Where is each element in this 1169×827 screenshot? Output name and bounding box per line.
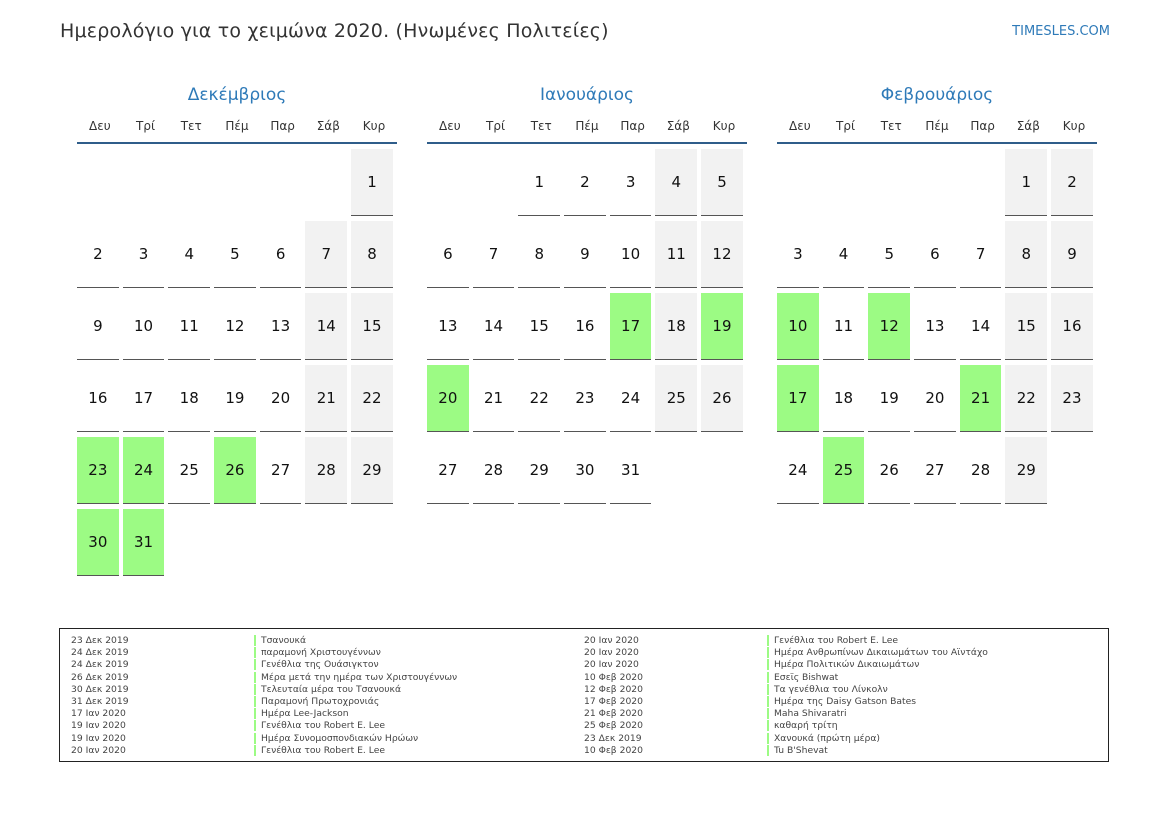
legend-holiday-name: Γενέθλια του Robert E. Lee bbox=[254, 745, 385, 756]
day-cell[interactable]: 10 bbox=[777, 293, 819, 360]
month-calendar bbox=[427, 84, 747, 504]
day-cell[interactable]: 28 bbox=[473, 437, 515, 504]
legend-holiday-name: Τελευταία μέρα του Τσανουκά bbox=[254, 684, 401, 695]
day-cell[interactable]: 16 bbox=[564, 293, 606, 360]
day-cell[interactable]: 12 bbox=[701, 221, 743, 288]
day-cell[interactable]: 12 bbox=[214, 293, 256, 360]
legend-row bbox=[584, 696, 988, 708]
legend-holiday-name: Ημέρα Lee-Jackson bbox=[254, 708, 349, 719]
day-cell[interactable]: 15 bbox=[351, 293, 393, 360]
legend-row bbox=[584, 659, 988, 671]
legend-row bbox=[71, 745, 457, 757]
legend-row bbox=[71, 659, 457, 671]
day-cell[interactable]: 10 bbox=[123, 293, 165, 360]
legend-date: 30 Δεκ 2019 bbox=[71, 683, 129, 695]
day-cell[interactable]: 24 bbox=[123, 437, 165, 504]
legend-row bbox=[584, 635, 988, 647]
day-cell[interactable]: 26 bbox=[214, 437, 256, 504]
weekday-label: Παρ bbox=[970, 119, 995, 133]
legend-holiday-name: Χανουκά (πρώτη μέρα) bbox=[767, 733, 880, 744]
day-cell[interactable]: 9 bbox=[564, 221, 606, 288]
weekday-label: Τρί bbox=[836, 119, 856, 133]
day-cell[interactable]: 7 bbox=[305, 221, 347, 288]
weekday-header bbox=[77, 118, 397, 144]
legend-holiday-name: Παραμονή Πρωτοχρονιάς bbox=[254, 696, 379, 707]
page-title: Ημερολόγιο για το χειμώνα 2020. (Ηνωμένες Πολιτείες) bbox=[60, 20, 609, 42]
day-cell[interactable]: 30 bbox=[77, 509, 119, 576]
weekday-label: Παρ bbox=[620, 119, 645, 133]
day-cell[interactable]: 9 bbox=[77, 293, 119, 360]
day-grid bbox=[77, 149, 397, 576]
day-cell[interactable]: 4 bbox=[168, 221, 210, 288]
day-cell[interactable]: 8 bbox=[351, 221, 393, 288]
day-cell[interactable]: 14 bbox=[473, 293, 515, 360]
day-cell[interactable]: 14 bbox=[305, 293, 347, 360]
legend-date: 23 Δεκ 2019 bbox=[584, 732, 642, 744]
legend-date: 20 Ιαν 2020 bbox=[584, 659, 639, 671]
weekday-label: Τετ bbox=[530, 119, 552, 133]
day-cell[interactable]: 28 bbox=[305, 437, 347, 504]
day-cell[interactable]: 22 bbox=[351, 365, 393, 432]
day-cell[interactable]: 21 bbox=[473, 365, 515, 432]
legend-holiday-name: παραμονή Χριστουγέννων bbox=[254, 647, 381, 658]
day-cell[interactable]: 29 bbox=[351, 437, 393, 504]
legend-date: 10 Φεβ 2020 bbox=[584, 671, 643, 683]
legend-row bbox=[584, 708, 988, 720]
day-cell[interactable]: 27 bbox=[260, 437, 302, 504]
day-cell[interactable]: 14 bbox=[960, 293, 1002, 360]
legend-date: 10 Φεβ 2020 bbox=[584, 744, 643, 756]
legend-date: 19 Ιαν 2020 bbox=[71, 732, 126, 744]
day-cell[interactable]: 23 bbox=[564, 365, 606, 432]
legend-row bbox=[584, 720, 988, 732]
day-cell[interactable]: 11 bbox=[655, 221, 697, 288]
day-cell[interactable]: 15 bbox=[518, 293, 560, 360]
day-cell[interactable]: 19 bbox=[701, 293, 743, 360]
legend-row bbox=[71, 635, 457, 647]
weekday-label: Πέμ bbox=[925, 119, 949, 133]
day-cell[interactable]: 11 bbox=[823, 293, 865, 360]
day-cell[interactable]: 12 bbox=[868, 293, 910, 360]
weekday-label: Σάβ bbox=[316, 119, 340, 133]
day-cell[interactable]: 5 bbox=[868, 221, 910, 288]
legend-holiday-name: Γενέθλια του Robert E. Lee bbox=[254, 720, 385, 731]
day-cell[interactable]: 5 bbox=[701, 149, 743, 216]
legend-row bbox=[71, 684, 457, 696]
day-cell[interactable]: 26 bbox=[701, 365, 743, 432]
day-cell[interactable]: 1 bbox=[351, 149, 393, 216]
month-name: Ιανουάριος bbox=[539, 85, 635, 105]
day-cell[interactable]: 20 bbox=[914, 365, 956, 432]
weekday-header bbox=[427, 118, 747, 144]
day-grid bbox=[777, 149, 1097, 504]
day-cell[interactable]: 19 bbox=[214, 365, 256, 432]
day-cell[interactable]: 18 bbox=[823, 365, 865, 432]
legend-date: 20 Ιαν 2020 bbox=[584, 635, 639, 646]
day-cell[interactable]: 7 bbox=[960, 221, 1002, 288]
day-cell[interactable]: 5 bbox=[214, 221, 256, 288]
weekday-label: Τρί bbox=[136, 119, 156, 133]
legend-holiday-name: Ημέρα Ανθρωπίνων Δικαιωμάτων του Αϊντάχο bbox=[767, 647, 988, 658]
holiday-legend bbox=[59, 628, 1109, 762]
day-cell[interactable]: 29 bbox=[1005, 437, 1047, 504]
legend-row bbox=[71, 733, 457, 745]
weekday-label: Δευ bbox=[89, 119, 111, 133]
legend-date: 24 Δεκ 2019 bbox=[71, 647, 129, 659]
weekday-label: Πέμ bbox=[575, 119, 599, 133]
day-cell[interactable]: 27 bbox=[914, 437, 956, 504]
day-cell[interactable]: 29 bbox=[518, 437, 560, 504]
weekday-label: Πέμ bbox=[225, 119, 249, 133]
day-cell[interactable]: 16 bbox=[77, 365, 119, 432]
month-name: Δεκέμβριος bbox=[187, 85, 287, 105]
legend-holiday-name: Μέρα μετά την ημέρα των Χριστουγέννων bbox=[254, 672, 457, 683]
month-calendar bbox=[77, 84, 397, 576]
legend-holiday-name: Τσανουκά bbox=[254, 635, 306, 646]
day-cell[interactable]: 27 bbox=[427, 437, 469, 504]
legend-holiday-name: Maha Shivaratri bbox=[767, 708, 847, 719]
legend-date: 23 Δεκ 2019 bbox=[71, 635, 129, 646]
day-cell[interactable]: 20 bbox=[260, 365, 302, 432]
weekday-label: Σάβ bbox=[1016, 119, 1040, 133]
day-cell[interactable]: 18 bbox=[168, 365, 210, 432]
legend-date: 20 Ιαν 2020 bbox=[584, 647, 639, 659]
day-cell[interactable]: 18 bbox=[655, 293, 697, 360]
weekday-label: Δευ bbox=[439, 119, 461, 133]
day-cell[interactable]: 30 bbox=[564, 437, 606, 504]
day-cell[interactable]: 16 bbox=[1051, 293, 1093, 360]
day-cell[interactable]: 15 bbox=[1005, 293, 1047, 360]
day-cell[interactable]: 13 bbox=[260, 293, 302, 360]
day-cell[interactable]: 8 bbox=[518, 221, 560, 288]
weekday-label: Παρ bbox=[270, 119, 295, 133]
day-grid bbox=[427, 149, 747, 504]
day-cell[interactable]: 11 bbox=[168, 293, 210, 360]
day-cell[interactable]: 17 bbox=[777, 365, 819, 432]
legend-date: 12 Φεβ 2020 bbox=[584, 683, 643, 695]
legend-row bbox=[584, 647, 988, 659]
legend-row bbox=[71, 696, 457, 708]
day-cell[interactable]: 24 bbox=[777, 437, 819, 504]
day-cell[interactable]: 3 bbox=[610, 149, 652, 216]
site-link[interactable]: TIMESLES.COM bbox=[1012, 24, 1110, 39]
weekday-label: Τετ bbox=[180, 119, 202, 133]
weekday-label: Κυρ bbox=[712, 119, 736, 133]
day-cell[interactable]: 1 bbox=[1005, 149, 1047, 216]
day-cell[interactable]: 13 bbox=[427, 293, 469, 360]
day-cell[interactable]: 26 bbox=[868, 437, 910, 504]
day-cell[interactable]: 31 bbox=[123, 509, 165, 576]
legend-holiday-name: Ημέρα Συνομοσπονδιακών Ηρώων bbox=[254, 733, 418, 744]
day-cell[interactable]: 24 bbox=[610, 365, 652, 432]
legend-date: 31 Δεκ 2019 bbox=[71, 695, 129, 707]
day-cell[interactable]: 4 bbox=[823, 221, 865, 288]
legend-row bbox=[71, 708, 457, 720]
day-cell[interactable]: 22 bbox=[1005, 365, 1047, 432]
day-cell[interactable]: 2 bbox=[1051, 149, 1093, 216]
legend-row bbox=[71, 720, 457, 732]
weekday-label: Κυρ bbox=[362, 119, 386, 133]
day-cell[interactable]: 10 bbox=[610, 221, 652, 288]
legend-row bbox=[71, 672, 457, 684]
legend-holiday-name: Τα γενέθλια του Λίνκολν bbox=[767, 684, 888, 695]
legend-date: 19 Ιαν 2020 bbox=[71, 720, 126, 732]
day-cell[interactable]: 6 bbox=[260, 221, 302, 288]
legend-row bbox=[584, 733, 988, 745]
legend-date: 24 Δεκ 2019 bbox=[71, 659, 129, 671]
weekday-label: Δευ bbox=[789, 119, 811, 133]
month-name: Φεβρουάριος bbox=[880, 85, 994, 105]
legend-row bbox=[584, 745, 988, 757]
day-cell[interactable]: 28 bbox=[960, 437, 1002, 504]
day-cell[interactable]: 21 bbox=[305, 365, 347, 432]
weekday-label: Τρί bbox=[486, 119, 506, 133]
day-cell[interactable]: 6 bbox=[427, 221, 469, 288]
day-cell[interactable]: 3 bbox=[123, 221, 165, 288]
day-cell[interactable]: 3 bbox=[777, 221, 819, 288]
legend-holiday-name: καθαρή τρίτη bbox=[767, 720, 838, 731]
legend-holiday-name: Γενέθλια της Ουάσιγκτον bbox=[254, 659, 379, 670]
legend-row bbox=[71, 647, 457, 659]
day-cell[interactable]: 31 bbox=[610, 437, 652, 504]
legend-date: 20 Ιαν 2020 bbox=[71, 744, 126, 756]
day-cell[interactable]: 25 bbox=[168, 437, 210, 504]
day-cell[interactable]: 9 bbox=[1051, 221, 1093, 288]
day-cell[interactable]: 6 bbox=[914, 221, 956, 288]
day-cell[interactable]: 19 bbox=[868, 365, 910, 432]
legend-holiday-name: Ημέρα Πολιτικών Δικαιωμάτων bbox=[767, 659, 919, 670]
day-cell[interactable]: 17 bbox=[123, 365, 165, 432]
day-cell[interactable]: 13 bbox=[914, 293, 956, 360]
legend-holiday-name: Εσεϊς Bishwat bbox=[767, 672, 838, 683]
day-cell[interactable]: 2 bbox=[564, 149, 606, 216]
legend-date: 17 Φεβ 2020 bbox=[584, 695, 643, 707]
legend-date: 17 Ιαν 2020 bbox=[71, 708, 126, 720]
weekday-label: Σάβ bbox=[666, 119, 690, 133]
day-cell[interactable]: 17 bbox=[610, 293, 652, 360]
legend-holiday-name: Ημέρα της Daisy Gatson Bates bbox=[767, 696, 916, 707]
day-cell[interactable]: 7 bbox=[473, 221, 515, 288]
day-cell[interactable]: 1 bbox=[518, 149, 560, 216]
day-cell[interactable]: 20 bbox=[427, 365, 469, 432]
legend-holiday-name: Tu B'Shevat bbox=[767, 745, 828, 756]
day-cell[interactable]: 25 bbox=[655, 365, 697, 432]
legend-date: 21 Φεβ 2020 bbox=[584, 708, 643, 720]
day-cell[interactable]: 23 bbox=[1051, 365, 1093, 432]
day-cell[interactable]: 25 bbox=[823, 437, 865, 504]
legend-date: 26 Δεκ 2019 bbox=[71, 671, 129, 683]
day-cell[interactable]: 2 bbox=[77, 221, 119, 288]
legend-row bbox=[584, 684, 988, 696]
day-cell[interactable]: 22 bbox=[518, 365, 560, 432]
day-cell[interactable]: 21 bbox=[960, 365, 1002, 432]
day-cell[interactable]: 23 bbox=[77, 437, 119, 504]
weekday-label: Κυρ bbox=[1062, 119, 1086, 133]
month-calendar bbox=[777, 84, 1097, 504]
day-cell[interactable]: 4 bbox=[655, 149, 697, 216]
legend-row bbox=[584, 672, 988, 684]
day-cell[interactable]: 8 bbox=[1005, 221, 1047, 288]
legend-holiday-name: Γενέθλια του Robert E. Lee bbox=[767, 635, 898, 646]
weekday-header bbox=[777, 118, 1097, 144]
weekday-label: Τετ bbox=[880, 119, 902, 133]
legend-date: 25 Φεβ 2020 bbox=[584, 720, 643, 732]
